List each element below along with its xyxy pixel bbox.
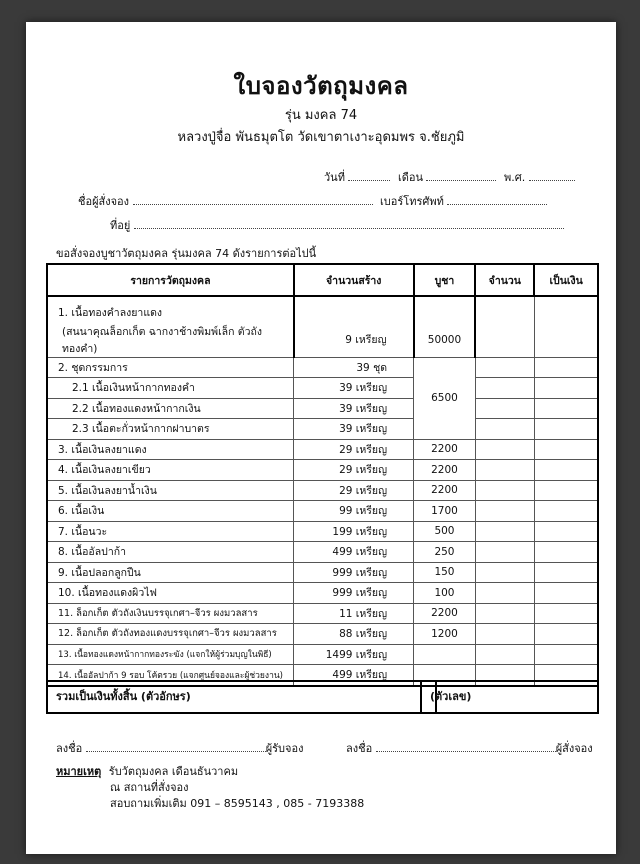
- quantity-input[interactable]: [475, 501, 534, 522]
- price-cell: 150: [414, 562, 476, 583]
- price-cell: 50000: [414, 323, 476, 358]
- quantity-input[interactable]: [475, 439, 534, 460]
- orderer-signature: [346, 739, 593, 757]
- price-cell: 2200: [414, 439, 476, 460]
- order-form-sheet: [26, 22, 616, 854]
- receiver-signature: [56, 739, 303, 757]
- table-row: [47, 542, 598, 563]
- qty-cell: 29 เหรียญ: [294, 460, 414, 481]
- price-cell: 6500: [414, 357, 476, 439]
- quantity-input[interactable]: [475, 624, 534, 645]
- amount-input[interactable]: [534, 521, 598, 542]
- name-field[interactable]: [133, 195, 373, 205]
- item-cell: 2.1 เนื้อเงินหน้ากากทองคำ: [47, 378, 294, 399]
- quantity-input[interactable]: [475, 583, 534, 604]
- order-table: [46, 263, 599, 687]
- header-amount: เป็นเงิน: [534, 264, 598, 296]
- qty-cell: 29 เหรียญ: [294, 439, 414, 460]
- header-quantity: จำนวน: [475, 264, 534, 296]
- amount-input[interactable]: [534, 296, 598, 357]
- table-row: [47, 562, 598, 583]
- orderer-sign-label: ลงชื่อ: [346, 742, 373, 755]
- date-label: วันที่: [324, 171, 345, 184]
- quantity-input[interactable]: [475, 296, 534, 357]
- table-row: [47, 378, 598, 399]
- item-cell: 5. เนื้อเงินลงยาน้ำเงิน: [47, 480, 294, 501]
- notes-text-1: รับวัตถุมงคล เดือนธันวาคม: [108, 765, 239, 778]
- item-cell: 9. เนื้อปลอกลูกปืน: [47, 562, 294, 583]
- table-row: [47, 644, 598, 665]
- table-row: [47, 603, 598, 624]
- item-cell: 6. เนื้อเงิน: [47, 501, 294, 522]
- price-cell: [414, 296, 476, 323]
- receiver-signature-field[interactable]: [86, 742, 266, 752]
- price-cell: 250: [414, 542, 476, 563]
- intro-text: ขอสั่งจองบูชาวัตถุมงคล รุ่นมงคล 74 ดังรายการต่อไปนี้: [56, 247, 317, 260]
- table-row: [47, 460, 598, 481]
- quantity-input[interactable]: [475, 357, 534, 378]
- qty-cell: 499 เหรียญ: [294, 665, 414, 686]
- address-label: ที่อยู่: [110, 219, 131, 232]
- qty-cell: 9 เหรียญ: [294, 323, 414, 358]
- table-row: [47, 439, 598, 460]
- address-row: [110, 216, 564, 234]
- year-label: พ.ศ.: [503, 171, 526, 184]
- total-number-label: (ตัวเลข): [430, 690, 472, 703]
- item-cell: 13. เนื้อทองแดงหน้ากากทองระฆัง (แจกให้ผู้ร่วมบุญในพิธี): [47, 644, 294, 665]
- notes-label: หมายเหตุ: [56, 765, 102, 778]
- table-header-row: [47, 264, 598, 296]
- form-subtitle: รุ่น มงคล 74: [284, 108, 358, 123]
- receiver-sign-label: ลงชื่อ: [56, 742, 83, 755]
- qty-cell: 99 เหรียญ: [294, 501, 414, 522]
- name-row: [78, 192, 547, 210]
- item-cell: 2.3 เนื้อตะกั่วหน้ากากฝาบาตร: [47, 419, 294, 440]
- qty-cell: 39 เหรียญ: [294, 378, 414, 399]
- receiver-label: ผู้รับจอง: [265, 742, 304, 755]
- date-field[interactable]: [348, 171, 390, 181]
- amount-input[interactable]: [534, 644, 598, 665]
- amount-input[interactable]: [534, 480, 598, 501]
- item-cell: 14. เนื้ออัลปาก้า 9 รอบ โค้ตรวย (แจกศูนย์จองและผู้ช่วยงาน): [47, 665, 294, 686]
- qty-cell: 29 เหรียญ: [294, 480, 414, 501]
- quantity-input[interactable]: [475, 460, 534, 481]
- quantity-input[interactable]: [475, 398, 534, 419]
- month-field[interactable]: [426, 171, 496, 181]
- phone-label: เบอร์โทรศัพท์: [380, 195, 444, 208]
- amount-input[interactable]: [534, 603, 598, 624]
- item-cell: 8. เนื้ออัลปาก้า: [47, 542, 294, 563]
- qty-cell: 499 เหรียญ: [294, 542, 414, 563]
- header-price: บูชา: [414, 264, 476, 296]
- item-cell: 11. ล็อกเก็ต ตัวถังเงินบรรจุเกศา–จีวร ผงมวลสาร: [47, 603, 294, 624]
- table-row: [47, 501, 598, 522]
- item-cell: 1. เนื้อทองคำลงยาแดง: [47, 296, 294, 323]
- item-cell: 3. เนื้อเงินลงยาแดง: [47, 439, 294, 460]
- quantity-input[interactable]: [475, 521, 534, 542]
- notes-text-2: ณ สถานที่สั่งจอง: [110, 781, 189, 794]
- amount-input[interactable]: [534, 542, 598, 563]
- qty-cell: [294, 296, 414, 323]
- quantity-input[interactable]: [475, 480, 534, 501]
- quantity-input[interactable]: [475, 542, 534, 563]
- amount-input[interactable]: [534, 419, 598, 440]
- amount-input[interactable]: [534, 398, 598, 419]
- amount-input[interactable]: [534, 460, 598, 481]
- item-cell: 2.2 เนื้อทองแดงหน้ากากเงิน: [47, 398, 294, 419]
- month-label: เดือน: [397, 171, 423, 184]
- qty-cell: 39 ชุด: [294, 357, 414, 378]
- amount-input[interactable]: [534, 378, 598, 399]
- item-cell: 12. ล็อกเก็ต ตัวถังทองแดงบรรจุเกศา–จีวร ผงมวลสาร: [47, 624, 294, 645]
- qty-cell: 39 เหรียญ: [294, 398, 414, 419]
- table-row: [47, 419, 598, 440]
- quantity-input[interactable]: [475, 603, 534, 624]
- year-field[interactable]: [529, 171, 575, 181]
- name-label: ชื่อผู้สั่งจอง: [78, 195, 130, 208]
- table-row: [47, 583, 598, 604]
- table-row: [47, 521, 598, 542]
- amount-input[interactable]: [534, 501, 598, 522]
- table-row: [47, 480, 598, 501]
- qty-cell: 88 เหรียญ: [294, 624, 414, 645]
- item-cell: 10. เนื้อทองแดงผิวไฟ: [47, 583, 294, 604]
- price-cell: 1200: [414, 624, 476, 645]
- qty-cell: 199 เหรียญ: [294, 521, 414, 542]
- price-cell: 2200: [414, 460, 476, 481]
- amount-input[interactable]: [534, 562, 598, 583]
- amount-input[interactable]: [534, 624, 598, 645]
- quantity-input[interactable]: [475, 644, 534, 665]
- price-cell: 2200: [414, 603, 476, 624]
- total-number-box[interactable]: [420, 680, 599, 714]
- amount-input[interactable]: [534, 439, 598, 460]
- address-field[interactable]: [134, 219, 564, 229]
- qty-cell: 11 เหรียญ: [294, 603, 414, 624]
- temple-line: หลวงปู่จื่อ พันธมุตโต วัดเขาตาเงาะอุดมพร จ.ชัยภูมิ: [177, 130, 465, 145]
- table-row: [47, 398, 598, 419]
- header-quantity-made: จำนวนสร้าง: [294, 264, 414, 296]
- qty-cell: 999 เหรียญ: [294, 583, 414, 604]
- table-row: [47, 357, 598, 378]
- item-cell: 7. เนื้อนวะ: [47, 521, 294, 542]
- qty-cell: 39 เหรียญ: [294, 419, 414, 440]
- price-cell: 1700: [414, 501, 476, 522]
- qty-cell: 1499 เหรียญ: [294, 644, 414, 665]
- quantity-input[interactable]: [475, 562, 534, 583]
- quantity-input[interactable]: [475, 419, 534, 440]
- item-cell: 4. เนื้อเงินลงยาเขียว: [47, 460, 294, 481]
- amount-input[interactable]: [534, 357, 598, 378]
- amount-input[interactable]: [534, 583, 598, 604]
- orderer-signature-field[interactable]: [376, 742, 556, 752]
- total-words-box[interactable]: [46, 680, 437, 714]
- price-cell: 500: [414, 521, 476, 542]
- header-item: รายการวัตถุมงคล: [47, 264, 294, 296]
- table-row: [47, 296, 598, 323]
- item-cell: 2. ชุดกรรมการ: [47, 357, 294, 378]
- price-cell: 2200: [414, 480, 476, 501]
- phone-field[interactable]: [447, 195, 547, 205]
- date-row: [324, 168, 575, 186]
- item-cell: (สนนาคุณล็อกเก็ต ฉากงาช้างพิมพ์เล็ก ตัวถังทองคำ): [47, 323, 294, 358]
- qty-cell: 999 เหรียญ: [294, 562, 414, 583]
- price-cell: 100: [414, 583, 476, 604]
- form-title: ใบจองวัตถุมงคล: [233, 72, 409, 100]
- total-words-label: รวมเป็นเงินทั้งสิ้น (ตัวอักษร): [56, 690, 191, 703]
- notes-text-3: สอบถามเพิ่มเติม 091 – 8595143 , 085 - 7193388: [110, 797, 365, 810]
- orderer-label: ผู้สั่งจอง: [555, 742, 593, 755]
- table-row: [47, 624, 598, 645]
- quantity-input[interactable]: [475, 378, 534, 399]
- price-cell: [414, 644, 476, 665]
